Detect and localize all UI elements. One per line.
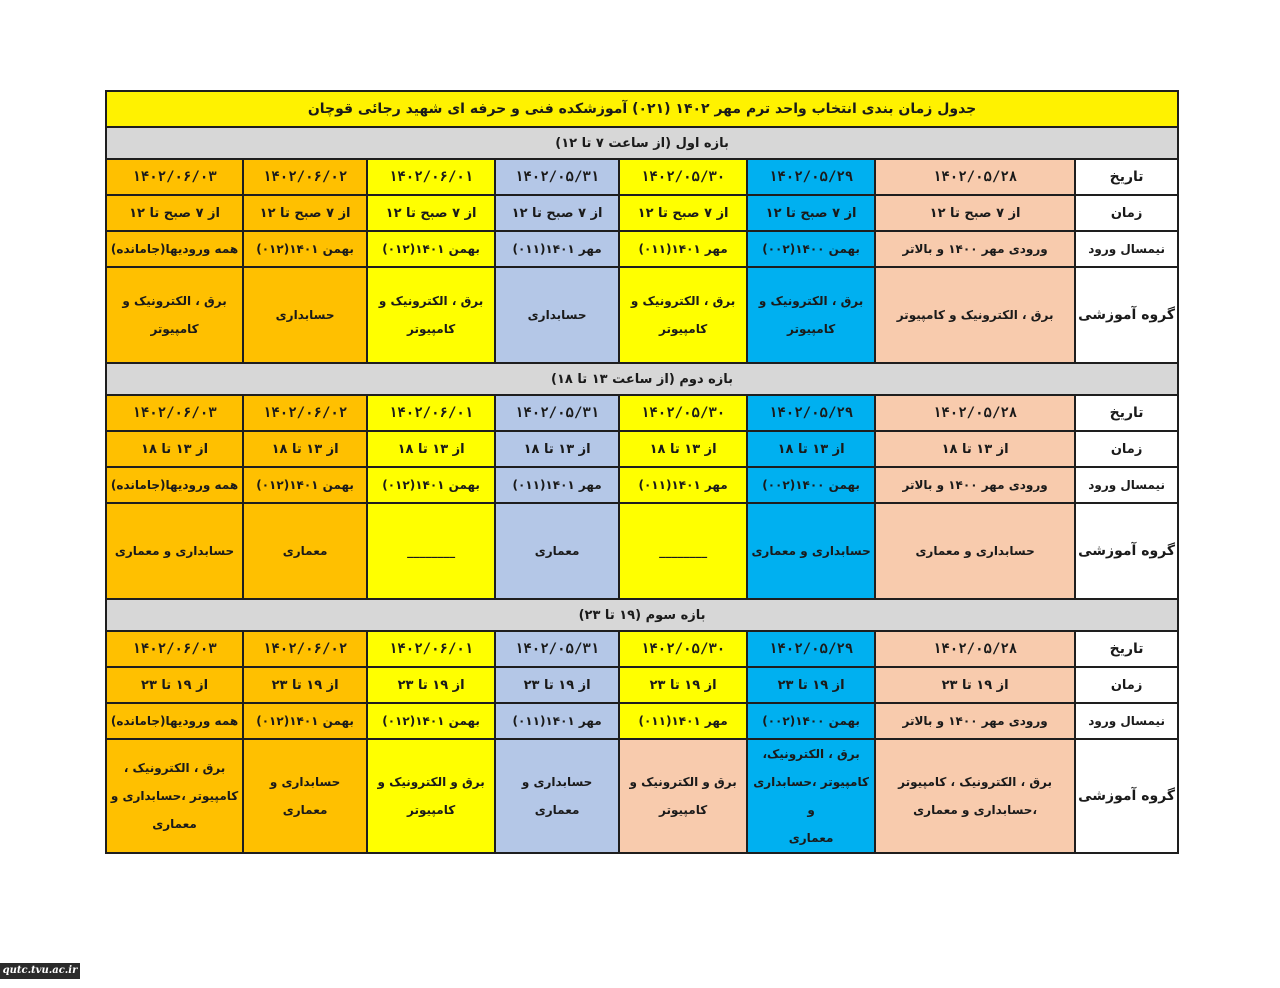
group-cell — [243, 503, 367, 599]
group-cell — [106, 739, 243, 853]
time-cell: از ۷ صبح تا ۱۲ — [619, 195, 747, 231]
date-row — [106, 159, 1178, 195]
group-line: حسابداری و معماری — [521, 775, 593, 817]
date-cell: ۱۴۰۲/۰۵/۳۱ — [495, 631, 619, 667]
time-row — [106, 431, 1178, 467]
group-cell — [495, 503, 619, 599]
semester-cell: بهمن ۱۴۰۰(۰۰۲) — [747, 231, 875, 267]
date-cell: ۱۴۰۲/۰۵/۲۹ — [747, 395, 875, 431]
group-line: معماری — [788, 831, 834, 845]
time-cell: از ۷ صبح تا ۱۲ — [243, 195, 367, 231]
semester-cell: مهر ۱۴۰۱(۰۱۱) — [495, 703, 619, 739]
date-label: تاریخ — [1075, 395, 1178, 431]
date-row — [106, 631, 1178, 667]
title-row — [106, 91, 1178, 127]
group-line: حسابداری و معماری — [114, 544, 235, 558]
semester-cell: بهمن ۱۴۰۰(۰۰۲) — [747, 703, 875, 739]
group-cell — [619, 503, 747, 599]
semester-cell: بهمن ۱۴۰۱(۰۱۲) — [367, 231, 495, 267]
semester-label: نیمسال ورود — [1075, 703, 1178, 739]
group-cell — [747, 503, 875, 599]
group-line: کامپیوتر — [150, 322, 199, 336]
group-line: حسابداری — [527, 308, 587, 322]
date-cell: ۱۴۰۲/۰۵/۳۱ — [495, 159, 619, 195]
group-line: برق ، الکترونیک و کامپیوتر — [896, 308, 1054, 322]
group-line: حسابداری — [275, 308, 335, 322]
date-cell: ۱۴۰۲/۰۵/۳۰ — [619, 631, 747, 667]
time-cell: از ۱۹ تا ۲۳ — [106, 667, 243, 703]
group-line: برق ، الکترونیک و — [630, 294, 736, 308]
group-line: حسابداری و معماری — [269, 775, 341, 817]
group-cell — [106, 267, 243, 363]
group-line: کامپیوتر — [786, 322, 836, 336]
date-cell: ۱۴۰۲/۰۶/۰۱ — [367, 395, 495, 431]
time-cell: از ۱۳ تا ۱۸ — [619, 431, 747, 467]
semester-cell: همه ورودیها(جامانده) — [106, 703, 243, 739]
group-cell — [243, 739, 367, 853]
time-cell: از ۱۳ تا ۱۸ — [875, 431, 1075, 467]
semester-cell: همه ورودیها(جامانده) — [106, 231, 243, 267]
group-line: حسابداری و معماری — [915, 544, 1035, 558]
period-heading-row — [106, 127, 1178, 159]
group-line: برق و الکترونیک و — [377, 775, 485, 789]
group-line: کامپیوتر — [658, 803, 708, 817]
group-line: معماری — [534, 544, 580, 558]
semester-cell: ورودی مهر ۱۴۰۰ و بالاتر — [875, 703, 1075, 739]
date-cell: ۱۴۰۲/۰۶/۰۱ — [367, 159, 495, 195]
semester-cell: مهر ۱۴۰۱(۰۱۱) — [619, 467, 747, 503]
time-row — [106, 667, 1178, 703]
table-title: جدول زمان بندی انتخاب واحد ترم مهر ۱۴۰۲ (۰۲۱) آموزشکده فنی و حرفه ای شهید رجائی قوچان — [106, 91, 1178, 127]
group-row — [106, 267, 1178, 363]
period-heading: بازه اول (از ساعت ۷ تا ۱۲) — [106, 127, 1178, 159]
date-cell: ۱۴۰۲/۰۶/۰۳ — [106, 631, 243, 667]
group-line: معماری — [152, 817, 197, 831]
time-cell: از ۷ صبح تا ۱۲ — [875, 195, 1075, 231]
group-line: ،حسابداری و معماری — [913, 803, 1038, 817]
date-label: تاریخ — [1075, 159, 1178, 195]
date-cell: ۱۴۰۲/۰۵/۲۸ — [875, 631, 1075, 667]
date-cell: ۱۴۰۲/۰۶/۰۳ — [106, 159, 243, 195]
group-cell — [747, 739, 875, 853]
semester-cell: ورودی مهر ۱۴۰۰ و بالاتر — [875, 467, 1075, 503]
time-row — [106, 195, 1178, 231]
period-heading-row — [106, 363, 1178, 395]
date-cell: ۱۴۰۲/۰۵/۳۱ — [495, 395, 619, 431]
time-cell: از ۱۹ تا ۲۳ — [243, 667, 367, 703]
semester-cell: ورودی مهر ۱۴۰۰ و بالاتر — [875, 231, 1075, 267]
period-heading: بازه دوم (از ساعت ۱۳ تا ۱۸) — [106, 363, 1178, 395]
semester-cell: بهمن ۱۴۰۱(۰۱۲) — [243, 703, 367, 739]
semester-cell: مهر ۱۴۰۱(۰۱۱) — [495, 467, 619, 503]
time-cell: از ۱۳ تا ۱۸ — [243, 431, 367, 467]
time-cell: از ۷ صبح تا ۱۲ — [367, 195, 495, 231]
date-cell: ۱۴۰۲/۰۶/۰۱ — [367, 631, 495, 667]
date-cell: ۱۴۰۲/۰۵/۲۹ — [747, 631, 875, 667]
group-cell — [619, 267, 747, 363]
semester-cell: بهمن ۱۴۰۱(۰۱۲) — [243, 231, 367, 267]
group-cell — [495, 739, 619, 853]
semester-cell: مهر ۱۴۰۱(۰۱۱) — [619, 703, 747, 739]
group-cell — [875, 267, 1075, 363]
group-line: کامپیوتر — [406, 803, 456, 817]
group-line: کامپیوتر — [658, 322, 708, 336]
group-line: معماری — [282, 544, 328, 558]
semester-label: نیمسال ورود — [1075, 467, 1178, 503]
group-label: گروه آموزشی — [1075, 267, 1178, 363]
group-cell — [619, 739, 747, 853]
time-cell: از ۱۹ تا ۲۳ — [875, 667, 1075, 703]
semester-cell: مهر ۱۴۰۱(۰۱۱) — [619, 231, 747, 267]
period-heading: بازه سوم (۱۹ تا ۲۳) — [106, 599, 1178, 631]
date-cell: ۱۴۰۲/۰۶/۰۲ — [243, 395, 367, 431]
period-heading-row — [106, 599, 1178, 631]
semester-cell: بهمن ۱۴۰۱(۰۱۲) — [243, 467, 367, 503]
time-cell: از ۱۹ تا ۲۳ — [495, 667, 619, 703]
time-label: زمان — [1075, 431, 1178, 467]
group-line: برق ، الکترونیک، — [762, 747, 860, 761]
schedule-table — [105, 90, 1179, 854]
semester-cell: همه ورودیها(جامانده) — [106, 467, 243, 503]
group-cell — [495, 267, 619, 363]
watermark: qutc.tvu.ac.ir — [0, 963, 80, 979]
date-label: تاریخ — [1075, 631, 1178, 667]
date-row — [106, 395, 1178, 431]
semester-cell: مهر ۱۴۰۱(۰۱۱) — [495, 231, 619, 267]
time-cell: از ۱۳ تا ۱۸ — [367, 431, 495, 467]
time-cell: از ۱۳ تا ۱۸ — [106, 431, 243, 467]
date-cell: ۱۴۰۲/۰۵/۳۰ — [619, 159, 747, 195]
group-cell — [106, 503, 243, 599]
group-cell — [747, 267, 875, 363]
group-line: ________ — [407, 544, 456, 558]
time-cell: از ۷ صبح تا ۱۲ — [747, 195, 875, 231]
semester-row — [106, 231, 1178, 267]
group-cell — [243, 267, 367, 363]
date-cell: ۱۴۰۲/۰۵/۲۸ — [875, 395, 1075, 431]
semester-cell: بهمن ۱۴۰۱(۰۱۲) — [367, 467, 495, 503]
time-label: زمان — [1075, 195, 1178, 231]
date-cell: ۱۴۰۲/۰۵/۲۸ — [875, 159, 1075, 195]
date-cell: ۱۴۰۲/۰۵/۳۰ — [619, 395, 747, 431]
group-cell — [875, 503, 1075, 599]
group-line: برق و الکترونیک و — [629, 775, 737, 789]
group-line: کامپیوتر ،حسابداری و — [753, 775, 869, 817]
time-cell: از ۱۹ تا ۲۳ — [747, 667, 875, 703]
time-label: زمان — [1075, 667, 1178, 703]
group-row — [106, 503, 1178, 599]
group-row — [106, 739, 1178, 853]
date-cell: ۱۴۰۲/۰۵/۲۹ — [747, 159, 875, 195]
date-cell: ۱۴۰۲/۰۶/۰۲ — [243, 631, 367, 667]
group-line: حسابداری و معماری — [751, 544, 871, 558]
group-line: برق ، الکترونیک و — [758, 294, 864, 308]
group-line: ________ — [659, 544, 708, 558]
time-cell: از ۷ صبح تا ۱۲ — [495, 195, 619, 231]
group-cell — [367, 267, 495, 363]
group-line: برق ، الکترونیک و — [122, 294, 227, 308]
group-label: گروه آموزشی — [1075, 503, 1178, 599]
semester-row — [106, 467, 1178, 503]
semester-cell: بهمن ۱۴۰۱(۰۱۲) — [367, 703, 495, 739]
group-line: برق ، الکترونیک ، کامپیوتر — [898, 775, 1053, 789]
time-cell: از ۱۳ تا ۱۸ — [495, 431, 619, 467]
group-cell — [875, 739, 1075, 853]
time-cell: از ۷ صبح تا ۱۲ — [106, 195, 243, 231]
time-cell: از ۱۹ تا ۲۳ — [619, 667, 747, 703]
group-cell — [367, 503, 495, 599]
group-label: گروه آموزشی — [1075, 739, 1178, 853]
group-line: برق ، الکترونیک و — [378, 294, 484, 308]
date-cell: ۱۴۰۲/۰۶/۰۳ — [106, 395, 243, 431]
semester-cell: بهمن ۱۴۰۰(۰۰۲) — [747, 467, 875, 503]
time-cell: از ۱۹ تا ۲۳ — [367, 667, 495, 703]
semester-row — [106, 703, 1178, 739]
group-cell — [367, 739, 495, 853]
date-cell: ۱۴۰۲/۰۶/۰۲ — [243, 159, 367, 195]
semester-label: نیمسال ورود — [1075, 231, 1178, 267]
group-line: کامپیوتر — [406, 322, 456, 336]
time-cell: از ۱۳ تا ۱۸ — [747, 431, 875, 467]
group-line: برق ، الکترونیک ، — [123, 761, 226, 775]
group-line: کامپیوتر ،حسابداری و — [110, 789, 239, 803]
